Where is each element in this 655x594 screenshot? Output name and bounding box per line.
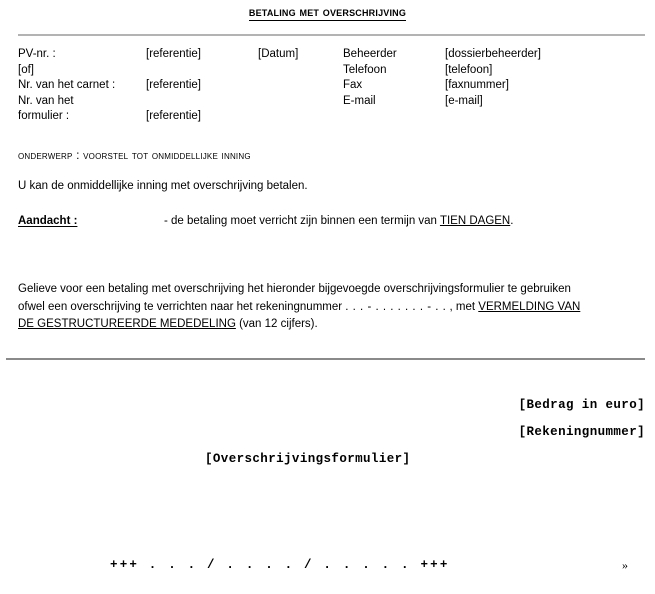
account-number-dots: . . . - . . . . . . . - . .	[345, 300, 447, 313]
form-divider-rule	[6, 358, 645, 360]
paragraph-line-2	[18, 299, 638, 317]
subject-line: onderwerp : voorstel tot onmiddellijke inning	[18, 148, 251, 162]
instruction-paragraph	[18, 281, 638, 334]
closing-quote-mark: »	[622, 558, 628, 572]
structured-communication: +++ . . . / . . . . / . . . . . +++	[110, 558, 450, 572]
reference-label: PV-nr. :	[18, 48, 56, 60]
attention-row	[18, 215, 638, 231]
reference-row	[18, 109, 638, 125]
paragraph-emphasis-part-2: DE GESTRUCTUREERDE MEDEDELING	[18, 318, 236, 330]
contact-value: [telefoon]	[445, 63, 493, 76]
document-title	[0, 5, 655, 21]
contact-value: [dossierbeheerder]	[445, 48, 541, 60]
reference-row	[18, 78, 638, 94]
reference-label: formulier :	[18, 110, 70, 122]
reference-header-block	[18, 47, 638, 125]
reference-value: [referentie]	[146, 110, 201, 122]
attention-text	[164, 215, 513, 227]
attention-text-after: .	[510, 215, 514, 227]
attention-text-before: - de betaling moet verricht zijn binnen een termijn van	[164, 215, 440, 227]
attention-label: Aandacht :	[18, 215, 78, 227]
reference-label: Nr. van het carnet :	[18, 79, 116, 91]
attention-emphasis: TIEN DAGEN	[439, 215, 511, 227]
amount-placeholder: [Bedrag in euro]	[518, 398, 645, 412]
reference-value: [referentie]	[146, 48, 201, 60]
contact-label: Beheerder	[343, 48, 397, 60]
date-placeholder: [Datum]	[258, 48, 299, 60]
reference-row	[18, 63, 638, 79]
paragraph-line-3-after: (van 12 cijfers).	[235, 318, 318, 330]
reference-row	[18, 47, 638, 63]
contact-label: Telefoon	[343, 63, 387, 76]
transfer-form-placeholder: [Overschrijvingsformulier]	[205, 452, 411, 466]
paragraph-line-2-before: ofwel een overschrijving te verrichten naar het rekeningnummer	[18, 300, 346, 313]
paragraph-emphasis-part-1: VERMELDING VAN	[478, 300, 581, 313]
intro-sentence: U kan de onmiddellijke inning met overschrijving betalen.	[18, 180, 308, 192]
header-divider-rule	[18, 34, 645, 36]
paragraph-line-1: Gelieve voor een betaling met overschrijving het hieronder bijgevoegde overschrijvingsformulier te gebruiken	[18, 283, 571, 295]
reference-label: [of]	[18, 63, 34, 76]
paragraph-line-2-middle: , met	[446, 300, 479, 313]
document-title-text: betaling met overschrijving	[248, 5, 407, 19]
contact-value: [faxnummer]	[445, 79, 509, 91]
paragraph-line-3	[18, 316, 638, 334]
reference-value: [referentie]	[146, 79, 201, 91]
contact-value: [e-mail]	[445, 94, 483, 107]
reference-row	[18, 94, 638, 110]
reference-label: Nr. van het	[18, 94, 74, 107]
contact-label: E-mail	[343, 94, 376, 107]
contact-label: Fax	[343, 79, 363, 91]
account-number-placeholder: [Rekeningnummer]	[518, 425, 645, 439]
